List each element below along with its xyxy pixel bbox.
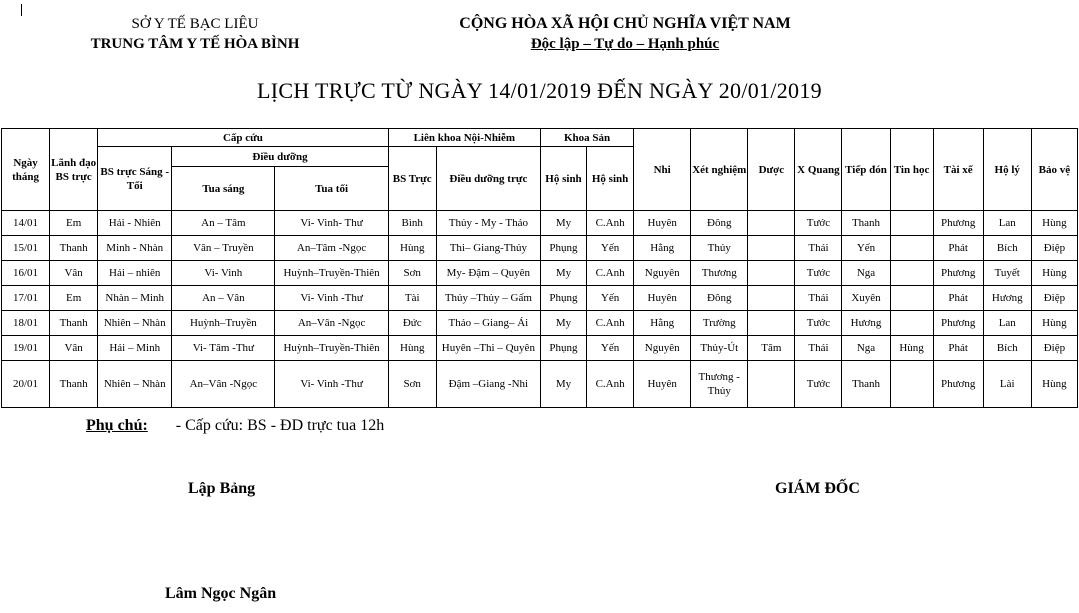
cell-leader: Thanh [50, 236, 98, 261]
cell-it [890, 361, 933, 408]
cell-obs2: C.Anh [587, 261, 634, 286]
cell-int-doctor: Hùng [388, 236, 436, 261]
cell-int-doctor: Tài [388, 286, 436, 311]
cell-guard: Bích [983, 336, 1031, 361]
cell-pharm [748, 361, 795, 408]
cell-date: 19/01 [2, 336, 50, 361]
cell-lab: Thủy [691, 236, 748, 261]
cell-date: 14/01 [2, 211, 50, 236]
cell-int-nurse: Thủy - My - Thảo [436, 211, 540, 236]
cell-xray: Thái [795, 236, 842, 261]
cell-recep: Nga [842, 336, 890, 361]
cell-guard: Bích [983, 236, 1031, 261]
cell-int-nurse: Thi– Giang-Thủy [436, 236, 540, 261]
cell-guard: Lan [983, 311, 1031, 336]
table-row [2, 286, 1078, 311]
cell-em-morning: An–Vân -Ngọc [172, 361, 275, 408]
cell-guard: Lan [983, 211, 1031, 236]
cell-driver: Phát [933, 336, 983, 361]
cell-obs1: Phụng [540, 236, 586, 261]
cell-security: Hùng [1031, 261, 1077, 286]
cell-em-doctor: Hải – nhiên [98, 261, 172, 286]
header-reception: Tiếp đón [842, 129, 890, 211]
cell-int-doctor: Sơn [388, 361, 436, 408]
footnote [86, 416, 384, 436]
cell-int-doctor: Sơn [388, 261, 436, 286]
cell-xray: Tước [795, 211, 842, 236]
footnote-text: - Cấp cứu: BS - ĐD trực tua 12h [175, 417, 385, 434]
cell-leader: Em [50, 286, 98, 311]
header-xray: X Quang [795, 129, 842, 211]
cell-obs1: Phụng [540, 336, 586, 361]
signature-left-title: Lập Bảng [188, 480, 256, 497]
cell-pharm [748, 311, 795, 336]
header-security: Bảo vệ [1031, 129, 1077, 211]
cell-leader: Vân [50, 261, 98, 286]
header-obstetric: Khoa Sản [540, 129, 633, 147]
cell-em-morning: An – Tâm [172, 211, 275, 236]
cell-em-morning: Vi- Tâm -Thư [172, 336, 275, 361]
cell-pharm: Tâm [748, 336, 795, 361]
nation-motto: Độc lập – Tự do – Hạnh phúc [530, 36, 720, 52]
cell-em-doctor: Nhiên – Nhàn [98, 361, 172, 408]
cell-driver: Phương [933, 261, 983, 286]
cell-lab: Đông [691, 286, 748, 311]
header-internal: Liên khoa Nội-Nhiễm [388, 129, 540, 147]
cell-guard: Hương [983, 286, 1031, 311]
cell-guard: Lài [983, 361, 1031, 408]
table-row [2, 236, 1078, 261]
cell-int-nurse: My- Đậm – Quyên [436, 261, 540, 286]
header-leader: Lãnh đạo BS trực [50, 129, 98, 211]
cell-it [890, 286, 933, 311]
footnote-label: Phụ chú: [86, 417, 148, 434]
cell-em-evening: Vi- Vinh -Thư [275, 286, 388, 311]
cell-em-doctor: Minh - Nhàn [98, 236, 172, 261]
cell-obs2: Yến [587, 236, 634, 261]
org-center: TRUNG TÂM Y TẾ HÒA BÌNH [90, 36, 300, 52]
cell-obs1: My [540, 361, 586, 408]
cell-em-doctor: Hải – Minh [98, 336, 172, 361]
cell-ped: Nguyên [634, 336, 691, 361]
cell-int-nurse: Đậm –Giang -Nhi [436, 361, 540, 408]
cell-date: 17/01 [2, 286, 50, 311]
header-obs-midwife-1: Hộ sinh [540, 147, 586, 211]
table-row [2, 361, 1078, 408]
cell-pharm [748, 261, 795, 286]
cell-obs1: My [540, 261, 586, 286]
cell-security: Hùng [1031, 361, 1077, 408]
header-date: Ngày tháng [2, 129, 50, 211]
table-row [2, 261, 1078, 286]
cell-date: 18/01 [2, 311, 50, 336]
cell-em-evening: Huỳnh–Truyền-Thiên [275, 261, 388, 286]
cell-em-morning: Vân – Truyền [172, 236, 275, 261]
table-row [2, 311, 1078, 336]
header-em-morning: Tua sáng [172, 167, 275, 211]
cell-ped: Huyên [634, 286, 691, 311]
cell-security: Điệp [1031, 286, 1077, 311]
cell-leader: Thanh [50, 311, 98, 336]
header-pediatric: Nhi [634, 129, 691, 211]
cell-int-nurse: Thủy –Thủy – Gấm [436, 286, 540, 311]
cell-em-evening: Vi- Vinh -Thư [275, 361, 388, 408]
cell-recep: Thanh [842, 361, 890, 408]
cell-guard: Tuyết [983, 261, 1031, 286]
cell-it [890, 261, 933, 286]
cell-lab: Thương [691, 261, 748, 286]
cell-int-doctor: Bình [388, 211, 436, 236]
cell-driver: Phương [933, 361, 983, 408]
cell-obs1: My [540, 211, 586, 236]
cell-ped: Huyên [634, 211, 691, 236]
cell-recep: Xuyên [842, 286, 890, 311]
cell-security: Điệp [1031, 336, 1077, 361]
header-lab: Xét nghiệm [691, 129, 748, 211]
header-driver: Tài xế [933, 129, 983, 211]
cell-driver: Phương [933, 211, 983, 236]
cell-int-nurse: Huyên –Thi – Quyên [436, 336, 540, 361]
nation-name: CỘNG HÒA XÃ HỘI CHỦ NGHĨA VIỆT NAM [459, 15, 791, 32]
cell-em-doctor: Hải - Nhiên [98, 211, 172, 236]
cell-em-evening: An–Tâm -Ngọc [275, 236, 388, 261]
org-dept: SỞ Y TẾ BẠC LIÊU [131, 16, 259, 32]
nation-header [420, 14, 830, 54]
cell-driver: Phát [933, 286, 983, 311]
cell-leader: Vân [50, 336, 98, 361]
cell-lab: Trường [691, 311, 748, 336]
header-int-nurse: Điều dưỡng trực [436, 147, 540, 211]
page-title: LỊCH TRỰC TỪ NGÀY 14/01/2019 ĐẾN NGÀY 20/01/2019 [257, 78, 822, 103]
cell-obs2: C.Anh [587, 211, 634, 236]
signature-right-title: GIÁM ĐỐC [775, 480, 860, 497]
cell-security: Điệp [1031, 236, 1077, 261]
header-em-doctor: BS trực Sáng - Tối [98, 147, 172, 211]
cell-lab: Đông [691, 211, 748, 236]
cell-obs1: Phụng [540, 286, 586, 311]
table-row [2, 336, 1078, 361]
cell-em-morning: An – Vân [172, 286, 275, 311]
cell-xray: Thái [795, 336, 842, 361]
cell-ped: Nguyên [634, 261, 691, 286]
cell-date: 20/01 [2, 361, 50, 408]
cell-int-doctor: Hùng [388, 336, 436, 361]
header-pharmacy: Dược [748, 129, 795, 211]
cell-obs1: My [540, 311, 586, 336]
cell-obs2: C.Anh [587, 361, 634, 408]
header-obs-midwife-2: Hộ sinh [587, 147, 634, 211]
cell-em-evening: Vi- Vinh- Thư [275, 211, 388, 236]
cell-xray: Tước [795, 361, 842, 408]
cell-it [890, 211, 933, 236]
cell-em-evening: Huỳnh–Truyền-Thiên [275, 336, 388, 361]
cell-em-evening: An–Vân -Ngọc [275, 311, 388, 336]
header-em-nursing: Điều dưỡng [172, 147, 388, 167]
cell-pharm [748, 236, 795, 261]
cell-ped: Huyên [634, 361, 691, 408]
header-guard: Hộ lý [983, 129, 1031, 211]
header-emergency: Cấp cứu [98, 129, 389, 147]
cell-int-nurse: Thảo – Giang– Ái [436, 311, 540, 336]
cell-date: 15/01 [2, 236, 50, 261]
duty-schedule-table [1, 128, 1078, 408]
cell-date: 16/01 [2, 261, 50, 286]
cell-obs2: Yến [587, 336, 634, 361]
cell-leader: Thanh [50, 361, 98, 408]
cell-leader: Em [50, 211, 98, 236]
cell-pharm [748, 286, 795, 311]
cell-ped: Hằng [634, 236, 691, 261]
cell-em-doctor: Nhiên – Nhàn [98, 311, 172, 336]
cell-recep: Nga [842, 261, 890, 286]
header-int-doctor: BS Trực [388, 147, 436, 211]
cell-recep: Hương [842, 311, 890, 336]
signature-left-name: Lâm Ngọc Ngân [165, 585, 277, 602]
cell-xray: Tước [795, 261, 842, 286]
cell-obs2: C.Anh [587, 311, 634, 336]
cell-it: Hùng [890, 336, 933, 361]
cell-em-morning: Huỳnh–Truyền [172, 311, 275, 336]
table-row [2, 211, 1078, 236]
cell-it [890, 236, 933, 261]
cell-security: Hùng [1031, 311, 1077, 336]
cell-lab: Thủy-Út [691, 336, 748, 361]
cell-recep: Thanh [842, 211, 890, 236]
cell-security: Hùng [1031, 211, 1077, 236]
cell-it [890, 311, 933, 336]
cell-int-doctor: Đức [388, 311, 436, 336]
cell-driver: Phương [933, 311, 983, 336]
cell-xray: Tước [795, 311, 842, 336]
header-em-evening: Tua tối [275, 167, 388, 211]
cell-ped: Hằng [634, 311, 691, 336]
cell-pharm [748, 211, 795, 236]
cell-xray: Thái [795, 286, 842, 311]
cell-em-morning: Vi- Vinh [172, 261, 275, 286]
header-it: Tin học [890, 129, 933, 211]
cell-driver: Phát [933, 236, 983, 261]
org-header [60, 14, 330, 54]
text-cursor [21, 4, 22, 16]
cell-obs2: Yến [587, 286, 634, 311]
cell-em-doctor: Nhàn – Minh [98, 286, 172, 311]
cell-recep: Yến [842, 236, 890, 261]
cell-lab: Thương - Thủy [691, 361, 748, 408]
